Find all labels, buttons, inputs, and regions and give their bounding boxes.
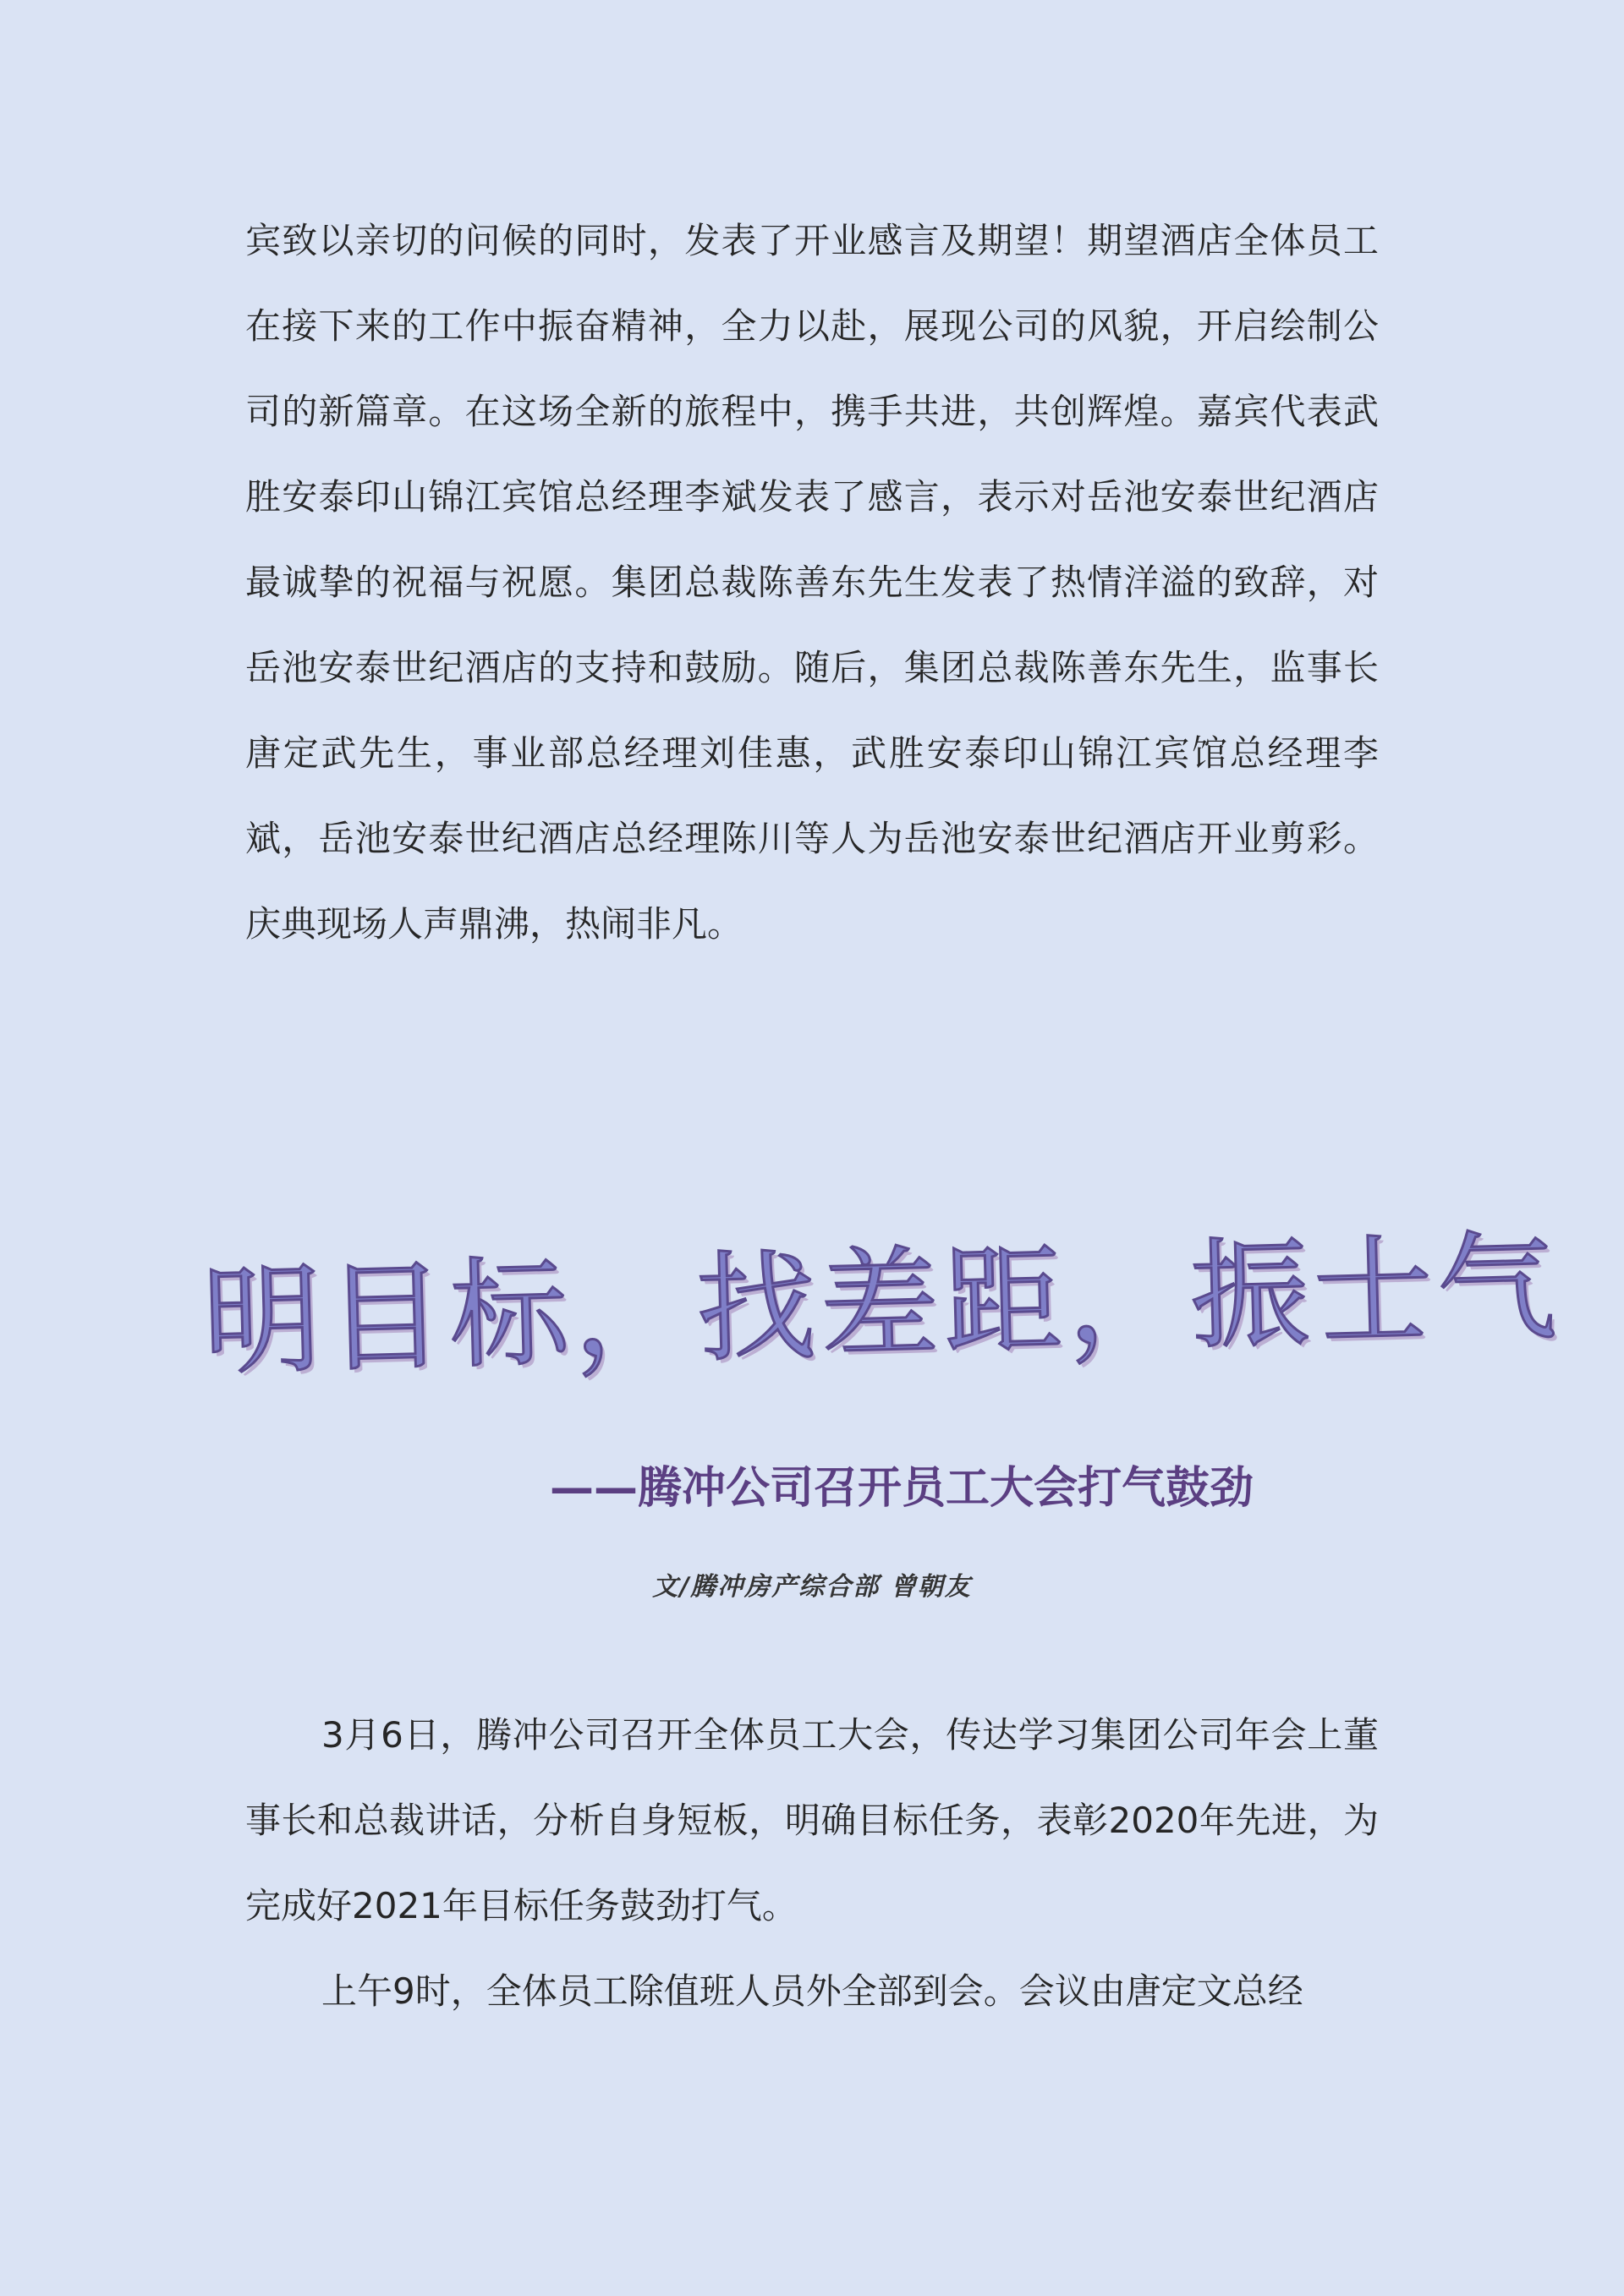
wordart-title-container (200, 1218, 1563, 1455)
article2-paragraph-2: 上午9时，全体员工除值班人员外全部到会。会议由唐定文总经 (321, 1970, 1303, 2012)
article1-paragraph: 宾致以亲切的问候的同时，发表了开业感言及期望！期望酒店全体员工在接下来的工作中振奋精神，全力以赴，展现公司的风貌，开启绘制公司的新篇章。在这场全新的旅程中，携手共进，共创辉煌。嘉宾代表武胜安泰印山锦江宾馆总经理李斌发表了感言，表示对岳池安泰世纪酒店最诚挚的祝福与祝愿。集团总裁陈善东先生发表了热情洋溢的致辞，对岳池安泰世纪酒店的支持和鼓励。随后，集团总裁陈善东先生，监事长唐定武先生，事业部总经理刘佳惠，武胜安泰印山锦江宾馆总经理李斌，岳池安泰世纪酒店总经理陈川等人为岳池安泰世纪酒店开业剪彩。庆典现场人声鼎沸，热闹非凡。 (245, 220, 1379, 945)
article2-paragraph-1: 3月6日，腾冲公司召开全体员工大会，传达学习集团公司年会上董事长和总裁讲话，分析自身短板，明确目标任务，表彰2020年先进，为完成好2021年目标任务鼓劲打气。 (245, 1714, 1379, 1926)
article2-subtitle: ——腾冲公司召开员工大会打气鼓劲 (550, 1463, 1254, 1514)
article2-title: 明目标，找差距，振士气 (200, 1218, 1563, 1392)
article2-byline: 文/腾冲房产综合部 曾朝友 (652, 1572, 972, 1602)
